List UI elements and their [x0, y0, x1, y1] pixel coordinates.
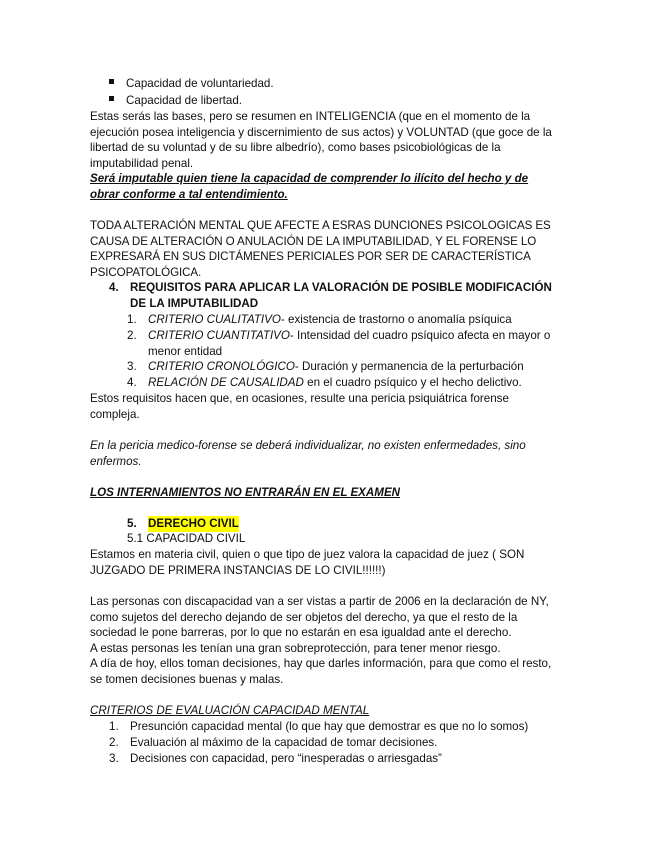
section-5-1-heading: 5.1 CAPACIDAD CIVIL [127, 532, 246, 545]
paragraph-materia: Estamos en materia civil, quien o que tipo de juez valora la capacidad de juez ( SON JUZGADO DE PRIMERA INSTANCIAS DE LO CIVIL!!!!!!) [90, 548, 525, 577]
paragraph-requisitos: Estos requisitos hacen que, en ocasiones, resulte una pericia psiquiátrica forense compleja. [90, 392, 509, 421]
paragraph-alteracion: TODA ALTERACIÓN MENTAL QUE AFECTE A ESRAS DUNCIONES PSICOLOGICAS ES CAUSA DE ALTERACIÓN O ANULACIÓN DE LA IMPUTABILIDAD, Y EL FORENSE LO EXPRESARÁ EN SUS DICTÁMENES PERICIALES POR SER DE CARACTERÍSTICA PSICOPATOLÓGICA. [90, 219, 551, 279]
internamientos-note: LOS INTERNAMIENTOS NO ENTRARÁN EN EL EXAMEN [90, 486, 401, 499]
bullet-icon [109, 96, 114, 101]
bullet-item: Capacidad de voluntariedad. [109, 76, 274, 92]
paragraph-pericia: En la pericia medico-forense se deberá individualizar, no existen enfermedades, sino enfermos. [90, 439, 526, 468]
imputable-statement: Será imputable quien tiene la capacidad de comprender lo ilícito del hecho y de obrar conforme a tal entendimiento. [90, 172, 529, 201]
document-page: Capacidad de voluntariedad. Capacidad de libertad. Estas serás las bases, pero se resumen en INTELIGENCIA (que en el momento de la ejecución posea inteligencia y discernimiento de sus actos) y VOLUNTAD (que goce de la libertad de su voluntad y de su libre albedrío), como bases psicobiológicas de la imputabilidad penal. Será imputable quien tiene la capacidad de comprender lo ilícito del hecho y de obrar conforme a tal entendimiento. TODA ALTERACIÓN MENTAL QUE AFECTE A ESRAS DUNCIONES PSICOLOGICAS ES CAUSA DE ALTERACIÓN O ANULACIÓN DE LA IMPUTABILIDAD, Y EL FORENSE LO EXPRESARÁ EN SUS DICTÁMENES PERICIALES POR SER DE CARACTERÍSTICA PSICOPATOLÓGICA. 4. REQUISITOS PARA APLICAR LA VALORACIÓN DE POSIBLE MODIFICACIÓN DE LA IMPUTABILIDAD 1. CRITERIO CUALITATIVO- existencia de trastorno o anomalía psíquica 2. CRITERIO CUANTITATIVO- Intensidad del cuadro psíquico afecta en mayor o menor entidad 3. CRITERIO CRONOLÓGICO- Duración y permanencia de la perturbación 4. RELACIÓN DE CAUSALIDAD en el cuadro psíquico y el hecho delictivo. Estos requisitos hacen que, en ocasiones, resulte una pericia psiquiátrica forense compleja. En la pericia medico-forense se deberá individualizar, no existen enfermedades, sino enfermos. LOS INTERNAMIENTOS NO ENTRARÁN EN EL EXAMEN 5. DERECHO CIVIL 5.1 CAPACIDAD CIVIL Estamos en materia civil, quien o que tipo de juez valora la capacidad de juez ( SON JUZGADO DE PRIMERA INSTANCIAS DE LO CIVIL!!!!!!) Las personas con discapacidad van a ser vistas a partir de 2006 en la declaración de NY, como sujetos del derecho dejando de ser objetos del derecho, ya que el resto de la sociedad le pone barreras, por lo que no estarán en esa igualdad ante el derecho. A estas personas les tenían una gran sobreprotección, para tener menor riesgo. A día de hoy, ellos toman decisiones, hay que darles información, para que como el resto, se tomen decisiones buenas y malas. CRITERIOS DE EVALUACIÓN CAPACIDAD MENTAL 1. Presunción capacidad mental (lo que hay que demostrar es que no lo somos) 2. Evaluación al máximo de la capacidad de tomar decisiones. 3. Decisiones con capacidad, pero “inesperadas o arriesgadas” [0, 0, 655, 848]
bullet-icon [109, 79, 114, 84]
criterios-title: CRITERIOS DE EVALUACIÓN CAPACIDAD MENTAL [90, 704, 370, 717]
paragraph-personas: Las personas con discapacidad van a ser vistas a partir de 2006 en la declaración de NY, como sujetos del derecho dejando de ser objetos del derecho, ya que el resto de la sociedad le pone barreras, por lo que no estarán en esa igualdad ante el derecho. A estas personas les tenían una gran sobreprotección, para tener menor riesgo. A día de hoy, ellos toman decisiones, hay que darles información, para que como el resto, se tomen decisiones buenas y malas. [90, 595, 552, 686]
bullet-item: Capacidad de libertad. [109, 93, 242, 109]
paragraph-bases: Estas serás las bases, pero se resumen en INTELIGENCIA (que en el momento de la ejecución posea inteligencia y discernimiento de sus actos) y VOLUNTAD (que goce de la libertad de su voluntad y de su libre albedrío), como bases psicobiológicas de la imputabilidad penal. [90, 110, 552, 170]
